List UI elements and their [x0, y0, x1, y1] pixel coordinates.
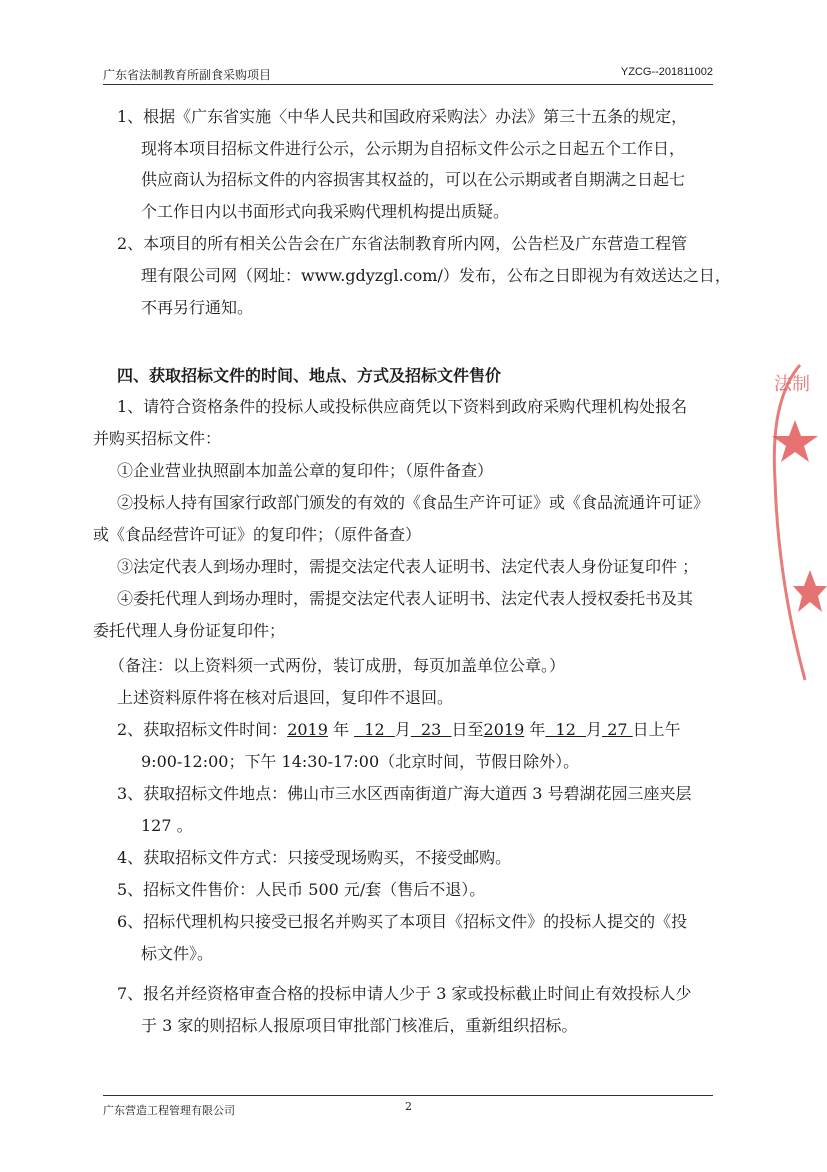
paragraph-line: 个工作日内以书面形式向我采购代理机构提出质疑。: [141, 202, 510, 221]
paragraph-line: 理有限公司网（网址：www.gdyzgl.com/）发布，公布之日即视为有效送达之日，: [141, 266, 731, 285]
paragraph-line: 或《食品经营许可证》的复印件；（原件备查）: [93, 525, 422, 544]
paragraph-line: 供应商认为招标文件的内容损害其权益的，可以在公示期或者自期满之日起七: [141, 170, 686, 189]
list-item: ④委托代理人到场办理时，需提交法定代表人证明书、法定代表人授权委托书及其: [117, 589, 694, 608]
end-year: 2019: [483, 720, 525, 739]
section-heading: 四、获取招标文件的时间、地点、方式及招标文件售价: [117, 366, 502, 385]
word-month: 月: [586, 720, 603, 739]
list-item: ②投标人持有国家行政部门颁发的有效的《食品生产许可证》或《食品流通许可证》: [117, 493, 710, 512]
header-project-title: 广东省法制教育所副食采购项目: [103, 68, 272, 82]
paragraph-line: 2、本项目的所有相关公告会在广东省法制教育所内网，公告栏及广东营造工程管: [117, 234, 688, 253]
seal-stamp: [760, 360, 827, 690]
paragraph-line: 4、获取招标文件方式：只接受现场购买，不接受邮购。: [117, 848, 512, 867]
page-footer: [103, 1095, 713, 1116]
word-year: 年: [333, 720, 350, 739]
paragraph-line: 于 3 家的则招标人报原项目审批部门核准后，重新组织招标。: [141, 1016, 578, 1035]
paragraph-line: 6、招标代理机构只接受已报名并购买了本项目《招标文件》的投标人提交的《投: [117, 912, 688, 931]
list-item: ①企业营业执照副本加盖公章的复印件；（原件备查）: [117, 461, 494, 480]
paragraph-line: 标文件》。: [141, 944, 214, 963]
page-header: [103, 64, 713, 85]
end-month: 12: [555, 720, 576, 739]
paragraph-line: 3、获取招标文件地点：佛山市三水区西南街道广海大道西 3 号碧湖花园三座夹层: [117, 784, 692, 803]
word-month: 月: [394, 720, 411, 739]
list-item: ③法定代表人到场办理时，需提交法定代表人证明书、法定代表人身份证复印件 ；: [117, 557, 699, 576]
time-prefix: 2、获取招标文件时间：: [117, 720, 288, 739]
page-number: 2: [405, 1100, 412, 1113]
seal-text: 法制: [774, 374, 810, 395]
note-line: （备注：以上资料须一式两份，装订成册，每页加盖单位公章。）: [109, 656, 566, 675]
paragraph-line: 现将本项目招标文件进行公示，公示期为自招标文件公示之日起五个工作日，: [141, 139, 686, 158]
paragraph-line: 不再另行通知。: [141, 298, 254, 317]
paragraph-line: 127 。: [141, 816, 193, 835]
paragraph-line: 5、招标文件售价：人民币 500 元/套（售后不退）。: [117, 880, 486, 899]
paragraph-line: 7、报名并经资格审查合格的投标申请人少于 3 家或投标截止时间止有效投标人少: [117, 984, 692, 1003]
paragraph-line: 上述资料原件将在核对后退回，复印件不退回。: [117, 688, 454, 707]
start-day: 23: [421, 720, 442, 739]
start-month: 12: [364, 720, 385, 739]
paragraph-line: 并购买招标文件：: [93, 429, 222, 448]
word-day-morning: 日上午: [632, 720, 681, 739]
paragraph-line: 委托代理人身份证复印件；: [93, 621, 286, 640]
header-project-code: YZCG--201811002: [620, 66, 713, 78]
word-year: 年: [529, 720, 546, 739]
end-day: 27: [607, 720, 628, 739]
start-year: 2019: [287, 720, 328, 739]
paragraph-line: 9:00-12:00；下午 14:30-17:00（北京时间，节假日除外）。: [141, 752, 580, 771]
paragraph-line: 1、请符合资格条件的投标人或投标供应商凭以下资料到政府采购代理机构处报名: [117, 397, 688, 416]
paragraph-line: 1、根据《广东省实施〈中华人民共和国政府采购法〉办法》第三十五条的规定，: [117, 107, 688, 126]
footer-company: 广东营造工程管理有限公司: [103, 1104, 235, 1117]
word-day-to: 日至: [451, 720, 484, 739]
time-line: [117, 719, 681, 741]
